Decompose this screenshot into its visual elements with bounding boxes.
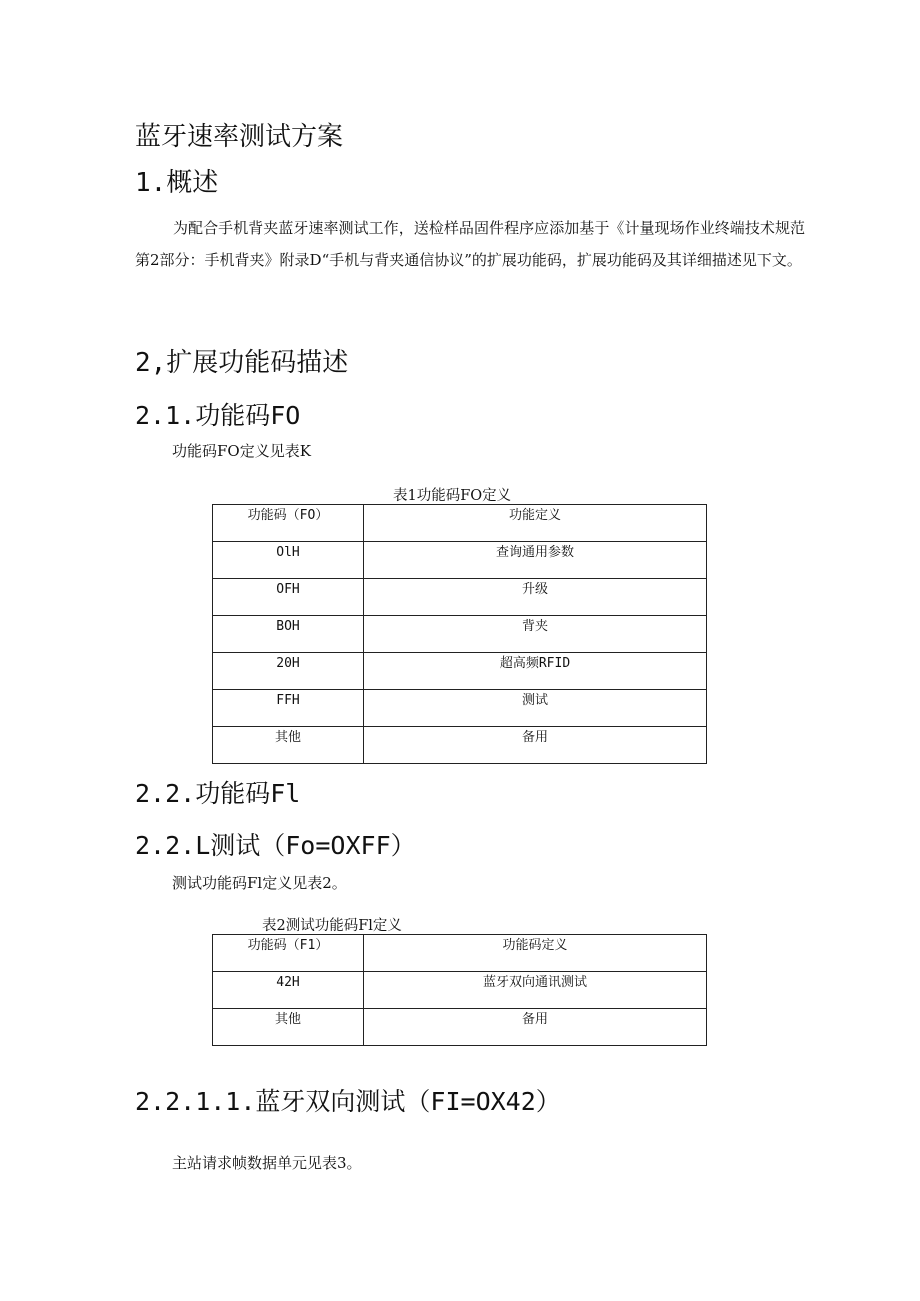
header-cell: 功能码定义 bbox=[364, 935, 707, 972]
definition-cell: 背夹 bbox=[364, 616, 707, 653]
table-row bbox=[213, 542, 707, 579]
section-1-paragraph: 为配合手机背夹蓝牙速率测试工作，送检样品固件程序应添加基于《计量现场作业终端技术规范第2部分：手机背夹》附录D“手机与背夹通信协议”的扩展功能码，扩展功能码及其详细描述见下文。 bbox=[135, 219, 805, 269]
table-row bbox=[213, 653, 707, 690]
code-cell: 其他 bbox=[213, 727, 364, 764]
table-row bbox=[213, 1009, 707, 1046]
section-2-2-1-1-heading: 2.2.1.1.蓝牙双向测试（FI=OX42） bbox=[135, 1087, 561, 1116]
definition-cell: 蓝牙双向通讯测试 bbox=[364, 972, 707, 1009]
table-2-reference-note: 测试功能码Fl定义见表2。 bbox=[172, 874, 347, 892]
document-title: 蓝牙速率测试方案 bbox=[135, 122, 344, 152]
header-cell: 功能定义 bbox=[364, 505, 707, 542]
header-cell: 功能码（F1） bbox=[213, 935, 364, 972]
table-2-caption: 表2测试功能码Fl定义 bbox=[262, 918, 402, 934]
table-header-row bbox=[213, 505, 707, 542]
table-row bbox=[213, 616, 707, 653]
definition-cell: 测试 bbox=[364, 690, 707, 727]
table-header-row bbox=[213, 935, 707, 972]
section-2-1-heading: 2.1.功能码FO bbox=[135, 401, 301, 430]
definition-cell: 查询通用参数 bbox=[364, 542, 707, 579]
code-cell: FFH bbox=[213, 690, 364, 727]
code-cell: 42H bbox=[213, 972, 364, 1009]
table-1-reference-note: 功能码FO定义见表K bbox=[172, 442, 311, 460]
table-3-reference-note: 主站请求帧数据单元见表3。 bbox=[172, 1154, 362, 1172]
table-row bbox=[213, 727, 707, 764]
code-cell: BOH bbox=[213, 616, 364, 653]
test-function-code-f1-table bbox=[212, 934, 707, 1046]
definition-cell: 备用 bbox=[364, 1009, 707, 1046]
section-2-2-1-heading: 2.2.L测试（Fo=OXFF） bbox=[135, 831, 416, 860]
section-1-heading: 1.概述 bbox=[135, 168, 219, 198]
definition-cell: 备用 bbox=[364, 727, 707, 764]
table-row bbox=[213, 690, 707, 727]
function-code-f0-table bbox=[212, 504, 707, 764]
code-cell: 20H bbox=[213, 653, 364, 690]
code-cell: OFH bbox=[213, 579, 364, 616]
code-cell: 其他 bbox=[213, 1009, 364, 1046]
definition-cell: 升级 bbox=[364, 579, 707, 616]
table-row bbox=[213, 972, 707, 1009]
section-2-heading: 2,扩展功能码描述 bbox=[135, 348, 349, 378]
section-2-2-heading: 2.2.功能码Fl bbox=[135, 779, 301, 808]
header-cell: 功能码（FO） bbox=[213, 505, 364, 542]
table-row bbox=[213, 579, 707, 616]
code-cell: OlH bbox=[213, 542, 364, 579]
definition-cell: 超高频RFID bbox=[364, 653, 707, 690]
table-1-caption: 表1功能码FO定义 bbox=[393, 488, 512, 504]
